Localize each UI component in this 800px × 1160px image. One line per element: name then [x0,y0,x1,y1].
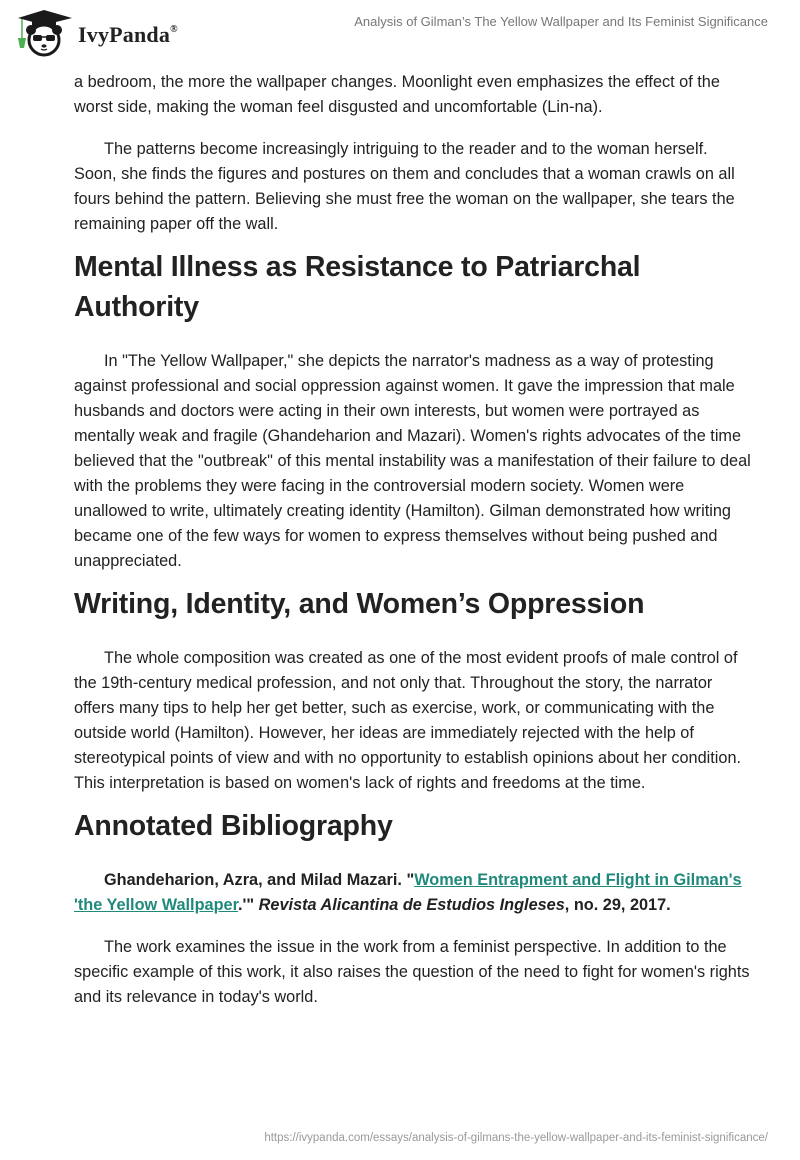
paragraph-mental-illness: In "The Yellow Wallpaper," she depicts the narrator's madness as a way of protesting against professional and social oppression against women. It gave the impression that male husbands and doctors were acting in their own interests, but women were portrayed as mentally weak and fragile (Ghandeharion and Mazari). Women's rights advocates of the time believed that the "outbreak" of this mental instability was a manifestation of their failure to deal with the problems they were facing in the controversial modern society. Women were unallowed to write, ultimately creating identity (Hamilton). Gilman demonstrated how writing became one of the few ways for women to express themselves without being pushed and unappreciated. [74,352,751,570]
citation-quote-close: .'" [238,896,259,914]
heading-mental-illness: Mental Illness as Resistance to Patriarchal Authority [74,251,641,323]
paragraph-patterns: The patterns become increasingly intriguing to the reader and to the woman herself. Soon, she finds the figures and postures on them and concludes that a woman crawls on all fours behind the pattern. Believing she must free the woman on the wallpaper, she tears the remaining paper off the wall. [74,140,735,233]
paragraph-continuation: a bedroom, the more the wallpaper changes. Moonlight even emphasizes the effect of the worst side, making the woman feel disgusted and uncomfortable (Lin-na). [74,73,720,116]
paragraph-writing-identity: The whole composition was created as one of the most evident proofs of male control of the 19th-century medical profession, and not only that. Throughout the story, the narrator offers many tips to help her get better, such as exercise, work, or communicating with the outside world (Hamilton). However, her ideas are immediately rejected with the help of stereotypical points of view and with no opportunity to establish opinions about her condition. This interpretation is based on women's lack of rights and freedoms at the time. [74,649,742,792]
panda-graduation-cap-icon [14,8,76,58]
essay-content [74,70,754,1010]
page-header [0,0,800,60]
citation-authors: Ghandeharion, Azra, and Milad Mazari. " [104,871,415,889]
footer-url[interactable]: https://ivypanda.com/essays/analysis-of-gilmans-the-yellow-wallpaper-and-its-feminist-significance/ [264,1132,768,1144]
paragraph-annotation: The work examines the issue in the work from a feminist perspective. In addition to the specific example of this work, it also raises the question of the need to fight for women's rights and its relevance in today's world. [74,938,750,1006]
bibliography-citation [74,868,754,918]
citation-journal: Revista Alicantina de Estudios Ingleses [258,896,565,914]
ivypanda-logo[interactable] [14,8,178,58]
heading-annotated-bibliography: Annotated Bibliography [74,810,393,842]
heading-writing-identity: Writing, Identity, and Women’s Oppression [74,588,645,620]
citation-details: , no. 29, 2017. [564,896,671,914]
brand-name: IvyPanda® [78,22,178,47]
document-title: Analysis of Gilman’s The Yellow Wallpaper and Its Feminist Significance [354,14,768,29]
citation-title-link[interactable]: Women Entrapment and Flight in Gilman's 'the Yellow Wallpaper [74,871,742,914]
